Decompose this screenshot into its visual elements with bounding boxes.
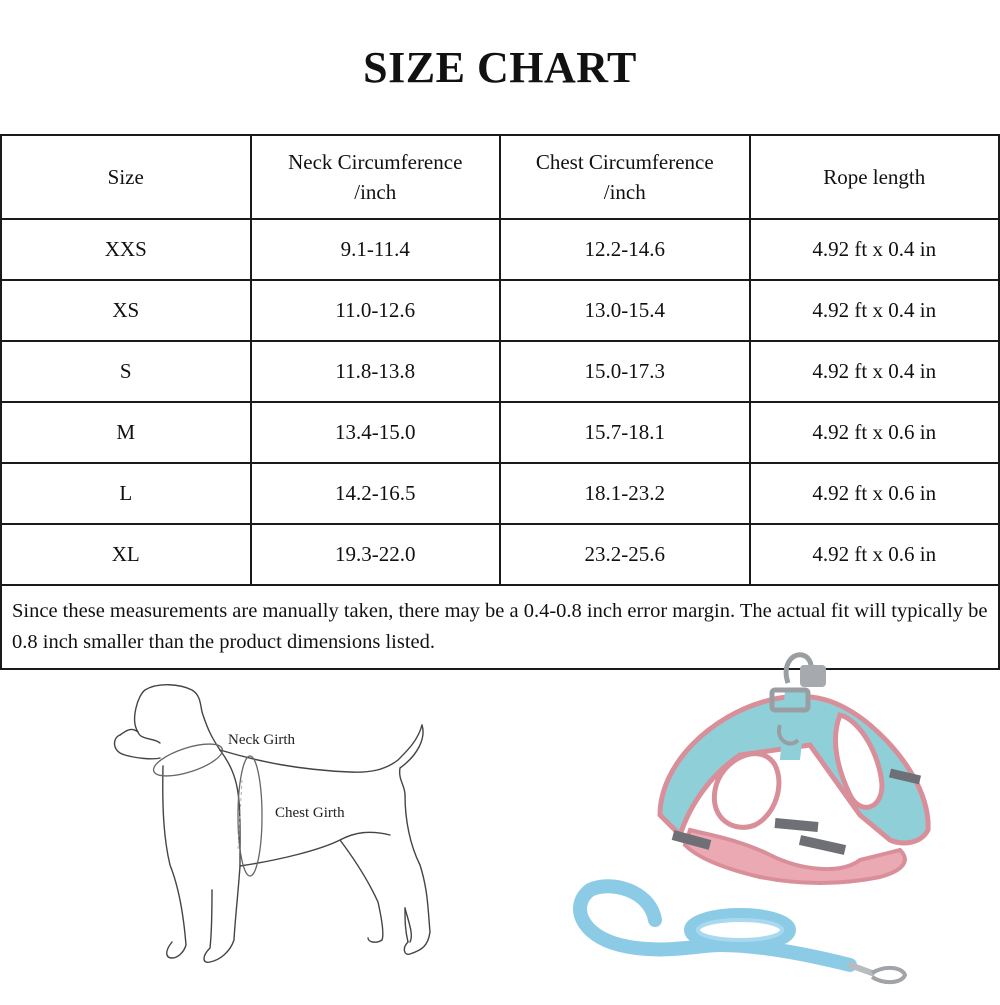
header-neck	[251, 135, 501, 219]
harness-icon	[560, 645, 960, 1000]
cell-chest: 15.0-17.3	[500, 341, 750, 402]
cell-neck: 11.8-13.8	[251, 341, 501, 402]
cell-rope: 4.92 ft x 0.4 in	[750, 219, 1000, 280]
dog-outline-icon	[100, 680, 440, 990]
cell-neck: 13.4-15.0	[251, 402, 501, 463]
header-unit: /inch	[603, 180, 646, 204]
table-row	[1, 524, 999, 585]
header-chest	[500, 135, 750, 219]
cell-size: XS	[1, 280, 251, 341]
cell-rope: 4.92 ft x 0.6 in	[750, 524, 1000, 585]
cell-chest: 18.1-23.2	[500, 463, 750, 524]
cell-rope: 4.92 ft x 0.6 in	[750, 402, 1000, 463]
table-row	[1, 341, 999, 402]
measurement-note: Since these measurements are manually taken, there may be a 0.4-0.8 inch error margin. The actual fit will typically be 0.8 inch smaller than the product dimensions listed.	[1, 585, 999, 669]
header-rope	[750, 135, 1000, 219]
cell-size: M	[1, 402, 251, 463]
header-size	[1, 135, 251, 219]
header-label: Size	[107, 165, 144, 189]
page-title: SIZE CHART	[363, 43, 637, 92]
table-row	[1, 402, 999, 463]
header-label: Rope length	[823, 165, 926, 189]
neck-girth-label: Neck Girth	[228, 732, 296, 748]
cell-chest: 13.0-15.4	[500, 280, 750, 341]
cell-neck: 19.3-22.0	[251, 524, 501, 585]
cell-chest: 15.7-18.1	[500, 402, 750, 463]
table-header-row	[1, 135, 999, 219]
dog-measurement-diagram	[100, 680, 440, 990]
header-label: Neck Circumference	[288, 150, 463, 174]
size-chart-table	[0, 134, 1000, 670]
cell-size: L	[1, 463, 251, 524]
cell-rope: 4.92 ft x 0.4 in	[750, 280, 1000, 341]
cell-chest: 12.2-14.6	[500, 219, 750, 280]
cell-chest: 23.2-25.6	[500, 524, 750, 585]
header-label: Chest Circumference	[535, 150, 714, 174]
cell-size: XXS	[1, 219, 251, 280]
table-row	[1, 280, 999, 341]
chest-girth-label: Chest Girth	[275, 805, 345, 821]
neck-girth-ellipse-icon	[150, 737, 226, 782]
cell-neck: 9.1-11.4	[251, 219, 501, 280]
header-unit: /inch	[354, 180, 397, 204]
cell-rope: 4.92 ft x 0.4 in	[750, 341, 1000, 402]
cell-size: S	[1, 341, 251, 402]
harness-leash-image	[560, 645, 960, 1000]
table-row	[1, 219, 999, 280]
cell-size: XL	[1, 524, 251, 585]
cell-neck: 14.2-16.5	[251, 463, 501, 524]
cell-neck: 11.0-12.6	[251, 280, 501, 341]
cell-rope: 4.92 ft x 0.6 in	[750, 463, 1000, 524]
chest-girth-ellipse-icon	[238, 756, 262, 876]
table-row	[1, 463, 999, 524]
